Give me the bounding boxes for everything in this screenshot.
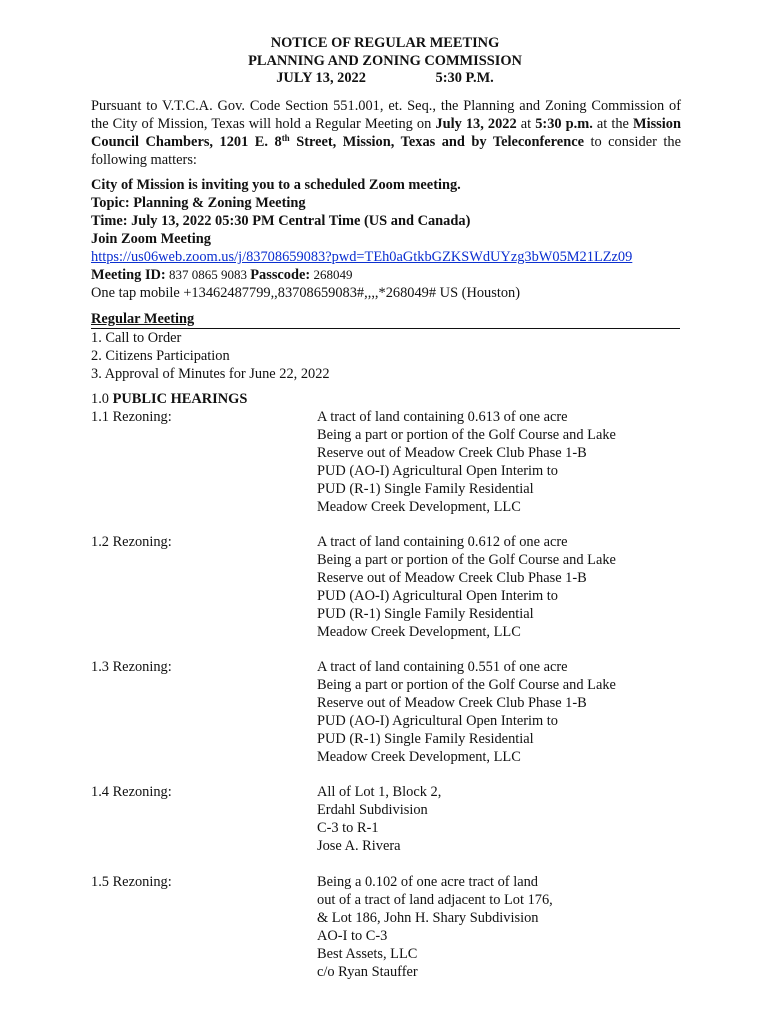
regular-meeting-title	[91, 310, 680, 329]
zoom-topic: Topic: Planning & Zoning Meeting	[91, 195, 306, 211]
regular-meeting-title-text: Regular Meeting	[91, 311, 195, 327]
description-line: A tract of land containing 0.612 of one acre	[317, 534, 568, 550]
description-line: A tract of land containing 0.551 of one acre	[317, 659, 568, 675]
description-line: PUD (AO-I) Agricultural Open Interim to	[317, 713, 558, 729]
description-line: Being a part or portion of the Golf Course and Lake	[317, 677, 616, 693]
rezoning-label: 1.1 Rezoning:	[91, 409, 172, 425]
description-line: Meadow Creek Development, LLC	[317, 624, 521, 640]
description-line: out of a tract of land adjacent to Lot 176,	[317, 892, 553, 908]
meeting-date: JULY 13, 2022	[276, 70, 366, 86]
description-line: PUD (R-1) Single Family Residential	[317, 731, 534, 747]
description-line: Meadow Creek Development, LLC	[317, 499, 521, 515]
intro-text-3: at the	[592, 116, 633, 132]
description-line: Reserve out of Meadow Creek Club Phase 1-B	[317, 695, 587, 711]
description-line: PUD (R-1) Single Family Residential	[317, 606, 534, 622]
description-line: Meadow Creek Development, LLC	[317, 749, 521, 765]
agenda-item: 1. Call to Order	[91, 330, 182, 346]
description-line: PUD (AO-I) Agricultural Open Interim to	[317, 588, 558, 604]
rezoning-label: 1.2 Rezoning:	[91, 534, 172, 550]
intro-location-2: Street, Mission, Texas and by Teleconference	[289, 134, 584, 150]
intro-location-1: Mission Council Chambers, 1201 E. 8	[91, 116, 681, 150]
intro-text-2: at	[516, 116, 536, 132]
description-line: A tract of land containing 0.613 of one acre	[317, 409, 568, 425]
public-hearings-number: 1.0	[91, 391, 113, 407]
description-line: Reserve out of Meadow Creek Club Phase 1-B	[317, 570, 587, 586]
description-line: Being a part or portion of the Golf Course and Lake	[317, 552, 616, 568]
description-line: PUD (R-1) Single Family Residential	[317, 481, 534, 497]
passcode-label: Passcode:	[250, 267, 311, 283]
notice-header	[0, 35, 770, 88]
description-line: c/o Ryan Stauffer	[317, 964, 418, 980]
rezoning-description	[317, 658, 697, 766]
meeting-id-label: Meeting ID:	[91, 267, 166, 283]
zoom-time: Time: July 13, 2022 05:30 PM Central Time (US and Canada)	[91, 213, 471, 229]
agenda-item: 3. Approval of Minutes for June 22, 2022	[91, 366, 330, 382]
notice-title: NOTICE OF REGULAR MEETING	[270, 35, 500, 51]
intro-text-1: Pursuant to V.T.C.A. Gov. Code Section 551.001, et. Seq., the Planning and Zoning Commission of the City of Mission, Texas will hold a Regular Meeting on	[91, 98, 681, 132]
rezoning-label: 1.3 Rezoning:	[91, 659, 172, 675]
rezoning-description	[317, 873, 697, 981]
public-hearings-heading	[91, 390, 691, 408]
zoom-meeting-id-line	[91, 266, 691, 284]
zoom-join-label: Join Zoom Meeting	[91, 231, 211, 247]
zoom-info	[91, 176, 691, 302]
zoom-link[interactable]: https://us06web.zoom.us/j/83708659083?pwd=TEh0aGtkbGZKSWdUYzg3bW05M21LZz09	[91, 249, 633, 265]
intro-paragraph	[91, 97, 681, 169]
description-line: Best Assets, LLC	[317, 946, 418, 962]
rezoning-label: 1.4 Rezoning:	[91, 784, 172, 800]
agenda-item: 2. Citizens Participation	[91, 348, 230, 364]
meeting-date-line	[276, 70, 494, 88]
passcode: 268049	[310, 267, 353, 282]
rezoning-label: 1.5 Rezoning:	[91, 874, 172, 890]
rezoning-description	[317, 783, 697, 855]
description-line: C-3 to R-1	[317, 820, 379, 836]
intro-text-4: to consider the following matters:	[91, 134, 681, 168]
rezoning-description	[317, 533, 697, 641]
meeting-id: 837 0865 9083	[165, 267, 251, 282]
description-line: AO-I to C-3	[317, 928, 388, 944]
description-line: & Lot 186, John H. Shary Subdivision	[317, 910, 539, 926]
description-line: PUD (AO-I) Agricultural Open Interim to	[317, 463, 558, 479]
description-line: Jose A. Rivera	[317, 838, 401, 854]
agenda-list	[91, 329, 680, 383]
description-line: Reserve out of Meadow Creek Club Phase 1-B	[317, 445, 587, 461]
meeting-time: 5:30 P.M.	[435, 70, 494, 86]
commission-name: PLANNING AND ZONING COMMISSION	[248, 52, 522, 69]
rezoning-description	[317, 408, 697, 516]
intro-time: 5:30 p.m.	[535, 116, 593, 132]
zoom-invite: City of Mission is inviting you to a scheduled Zoom meeting.	[91, 177, 461, 193]
regular-meeting-section	[91, 310, 680, 383]
description-line: All of Lot 1, Block 2,	[317, 784, 442, 800]
description-line: Being a 0.102 of one acre tract of land	[317, 874, 538, 890]
intro-location-sup: th	[281, 133, 290, 143]
public-hearings-title: PUBLIC HEARINGS	[112, 391, 248, 407]
description-line: Erdahl Subdivision	[317, 802, 428, 818]
intro-date: July 13, 2022	[435, 116, 517, 132]
description-line: Being a part or portion of the Golf Course and Lake	[317, 427, 616, 443]
zoom-one-tap: One tap mobile +13462487799,,83708659083#,,,,*268049# US (Houston)	[91, 285, 521, 301]
